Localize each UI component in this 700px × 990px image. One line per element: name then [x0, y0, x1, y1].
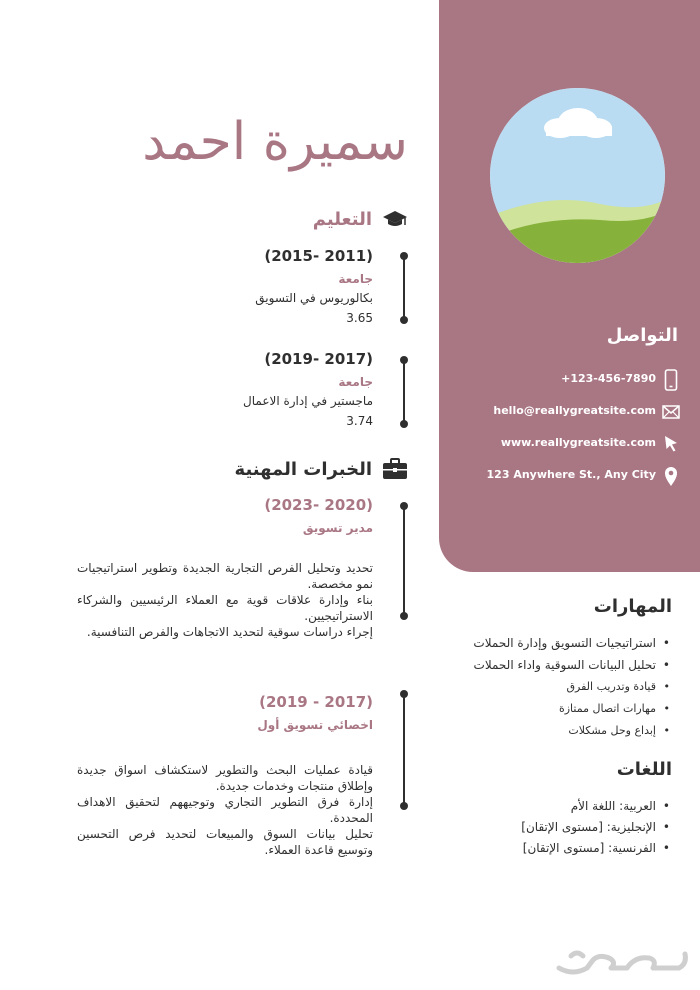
mail-icon — [662, 401, 680, 423]
skill-item: • مهارات اتصال ممتازة — [432, 698, 672, 720]
skills-title: المهارات — [593, 596, 672, 617]
education-2-institution: جامعة — [338, 375, 373, 389]
graduation-cap-icon — [382, 207, 408, 231]
haraj-watermark-logo — [553, 946, 693, 980]
experience-2-role: اخصائي تسويق أول — [257, 718, 373, 732]
experience-1-years: (2020 -2023) — [264, 496, 373, 514]
experience-timeline-1 — [403, 506, 405, 616]
contact-address — [439, 464, 700, 488]
education-title: التعليم — [312, 208, 372, 230]
phone-text: +123-456-7890 — [561, 372, 656, 385]
experience-1-role: مدير تسويق — [302, 521, 373, 535]
education-timeline-2 — [403, 360, 405, 424]
briefcase-icon — [382, 457, 408, 481]
education-2-degree: ماجستير في إدارة الاعمال — [243, 394, 373, 408]
education-1-gpa: 3.65 — [346, 311, 373, 325]
description-line: تحليل بيانات السوق والمبيعات لتحديد فرص التحسين وتوسيع قاعدة العملاء. — [77, 827, 373, 857]
experience-2-description — [77, 762, 373, 858]
languages-list — [432, 796, 672, 859]
education-2-gpa: 3.74 — [346, 414, 373, 428]
education-1-degree: بكالوريوس في التسويق — [255, 291, 373, 305]
education-1-years: (2011 -2015) — [264, 247, 373, 265]
timeline-dot — [400, 252, 408, 260]
language-item: • الفرنسية: [مستوى الإتقان] — [432, 838, 672, 859]
language-item: • العربية: اللغة الأم — [432, 796, 672, 817]
candidate-name: سميرة احمد — [142, 112, 408, 172]
email-text: hello@reallygreatsite.com — [493, 404, 656, 417]
timeline-dot — [400, 690, 408, 698]
education-2-years: (2017 -2019) — [264, 350, 373, 368]
description-line: تحديد وتحليل الفرص التجارية الجديدة وتطوير استراتيجيات نمو مخصصة. — [77, 561, 373, 591]
experience-2-years: (2017 - 2019) — [259, 693, 373, 711]
skill-item: • استراتيجيات التسويق وإدارة الحملات — [432, 632, 672, 654]
experience-timeline-2 — [403, 694, 405, 806]
description-line: إجراء دراسات سوقية لتحديد الاتجاهات والفرص التنافسية. — [86, 625, 373, 639]
experience-title: الخبرات المهنية — [234, 458, 372, 480]
skills-list — [432, 632, 672, 742]
timeline-dot — [400, 612, 408, 620]
description-line: بناء وإدارة علاقات قوية مع العملاء الرئيسيين والشركاء الاستراتيجيين. — [77, 593, 373, 623]
experience-1-description — [77, 560, 373, 640]
description-line: قيادة عمليات البحث والتطوير لاستكشاف اسواق جديدة وإطلاق منتجات وخدمات جديدة. — [77, 763, 373, 793]
phone-icon — [662, 369, 680, 391]
contact-email — [439, 400, 700, 424]
contact-title: التواصل — [606, 325, 678, 346]
timeline-dot — [400, 356, 408, 364]
skill-item: • قيادة وتدريب الفرق — [432, 676, 672, 698]
skill-item: • إبداع وحل مشكلات — [432, 720, 672, 742]
skill-item: • تحليل البيانات السوقية واداء الحملات — [432, 654, 672, 676]
timeline-dot — [400, 502, 408, 510]
language-item: • الإنجليزية: [مستوى الإتقان] — [432, 817, 672, 838]
profile-photo — [490, 88, 665, 263]
cursor-icon — [662, 433, 680, 455]
description-line: إدارة فرق التطوير التجاري وتوجيههم لتحقيق الاهداف المحددة. — [77, 795, 373, 825]
education-1-institution: جامعة — [338, 272, 373, 286]
profile-sidebar — [439, 0, 700, 572]
education-header — [313, 206, 408, 232]
timeline-dot — [400, 420, 408, 428]
timeline-dot — [400, 316, 408, 324]
experience-header — [235, 456, 408, 482]
contact-phone — [439, 368, 700, 392]
languages-title: اللغات — [616, 759, 672, 780]
contact-website — [439, 432, 700, 456]
timeline-dot — [400, 802, 408, 810]
website-text: www.reallygreatsite.com — [500, 436, 656, 449]
education-timeline-1 — [403, 256, 405, 320]
address-text: 123 Anywhere St., Any City — [486, 468, 656, 481]
location-pin-icon — [662, 465, 680, 487]
